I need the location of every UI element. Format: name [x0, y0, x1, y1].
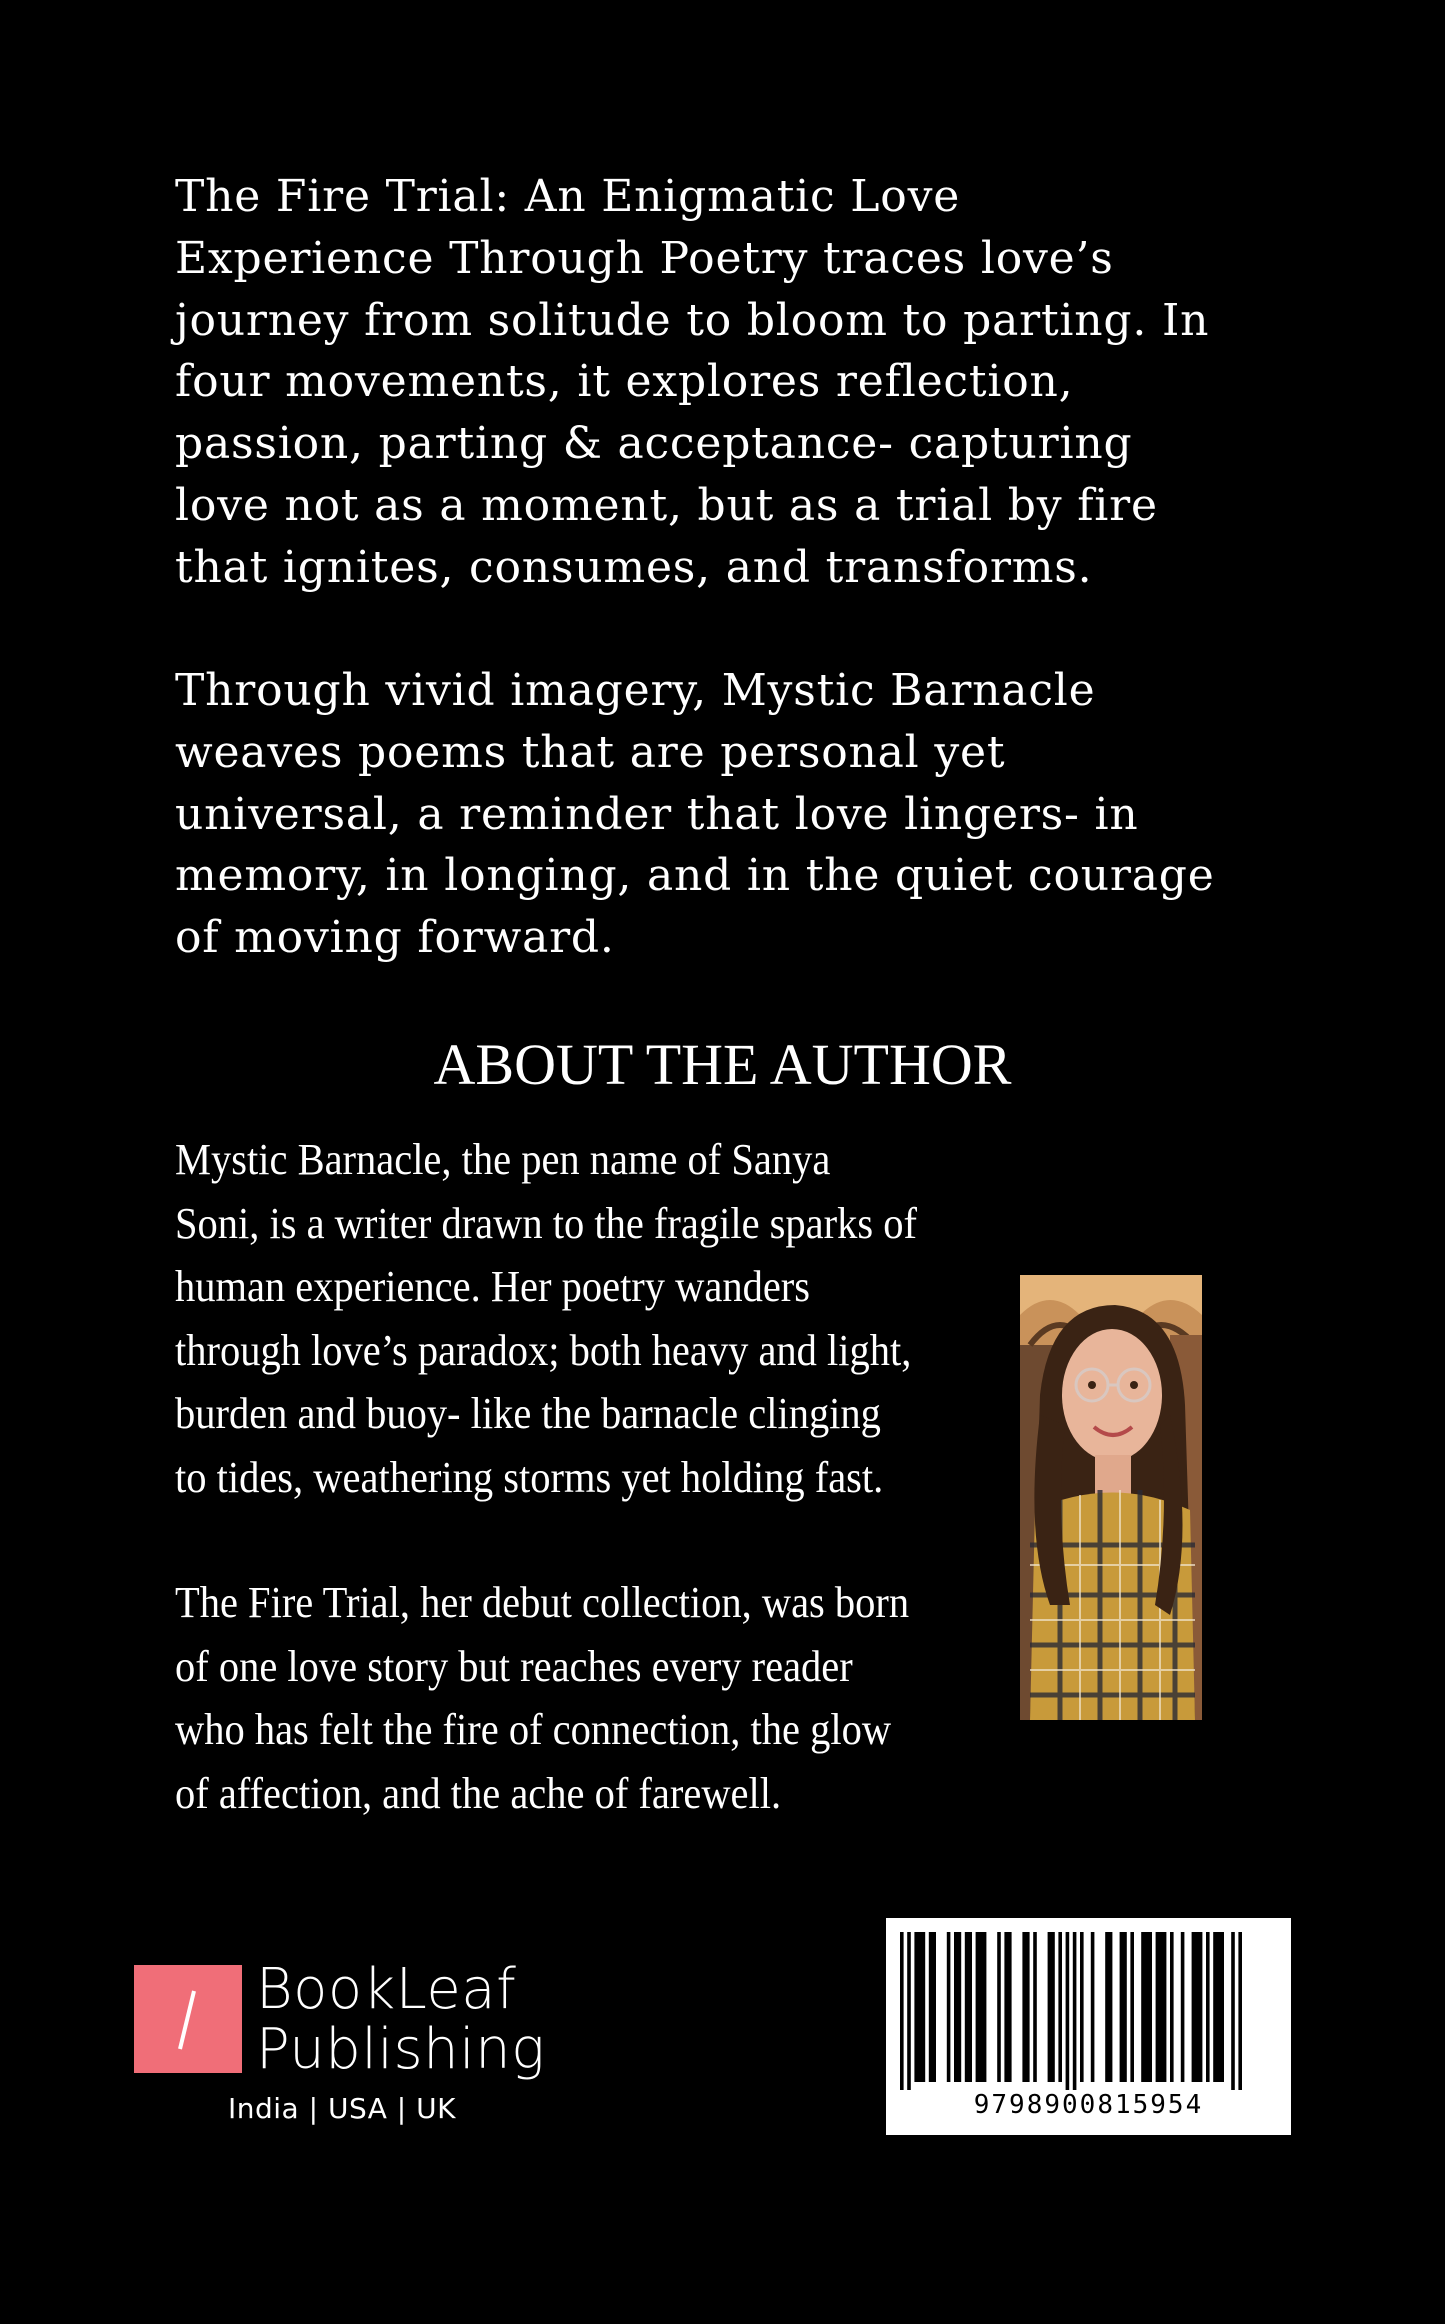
publisher-logo-mark: [134, 1965, 242, 2073]
author-photo: [1020, 1275, 1202, 1720]
publisher-name-line-2: Publishing: [256, 2017, 546, 2082]
publisher-name-line-1: BookLeaf: [256, 1957, 517, 2022]
author-bio-paragraph-2: The Fire Trial, her debut collection, was born of one love story but reaches every reader who has felt the fire of connection, the glow of affection, and the ache of farewell.: [175, 1578, 910, 1818]
isbn-number: 9798900815954: [973, 2090, 1204, 2120]
publisher-regions: India | USA | UK: [228, 2092, 456, 2125]
author-bio-paragraph-1: Mystic Barnacle, the pen name of Sanya Soni, is a writer drawn to the fragile sparks of human experience. Her poetry wanders through love’s paradox; both heavy and light, burden and buoy- like the barnacle clinging to tides, weathering storms yet holding fast.: [175, 1135, 917, 1502]
about-author-heading: ABOUT THE AUTHOR: [433, 1032, 1012, 1097]
blurb-paragraph-1: The Fire Trial: An Enigmatic Love Experience Through Poetry traces love’s journey from solitude to bloom to parting. In four movements, it explores reflection, passion, parting & acceptance- capturing love not as a moment, but as a trial by fire that ignites, consumes, and transforms.: [175, 171, 1210, 593]
isbn-barcode: [886, 1918, 1291, 2135]
blurb-paragraph-2: Through vivid imagery, Mystic Barnacle weaves poems that are personal yet universal, a reminder that love lingers- in memory, in longing, and in the quiet courage of moving forward.: [175, 665, 1215, 964]
